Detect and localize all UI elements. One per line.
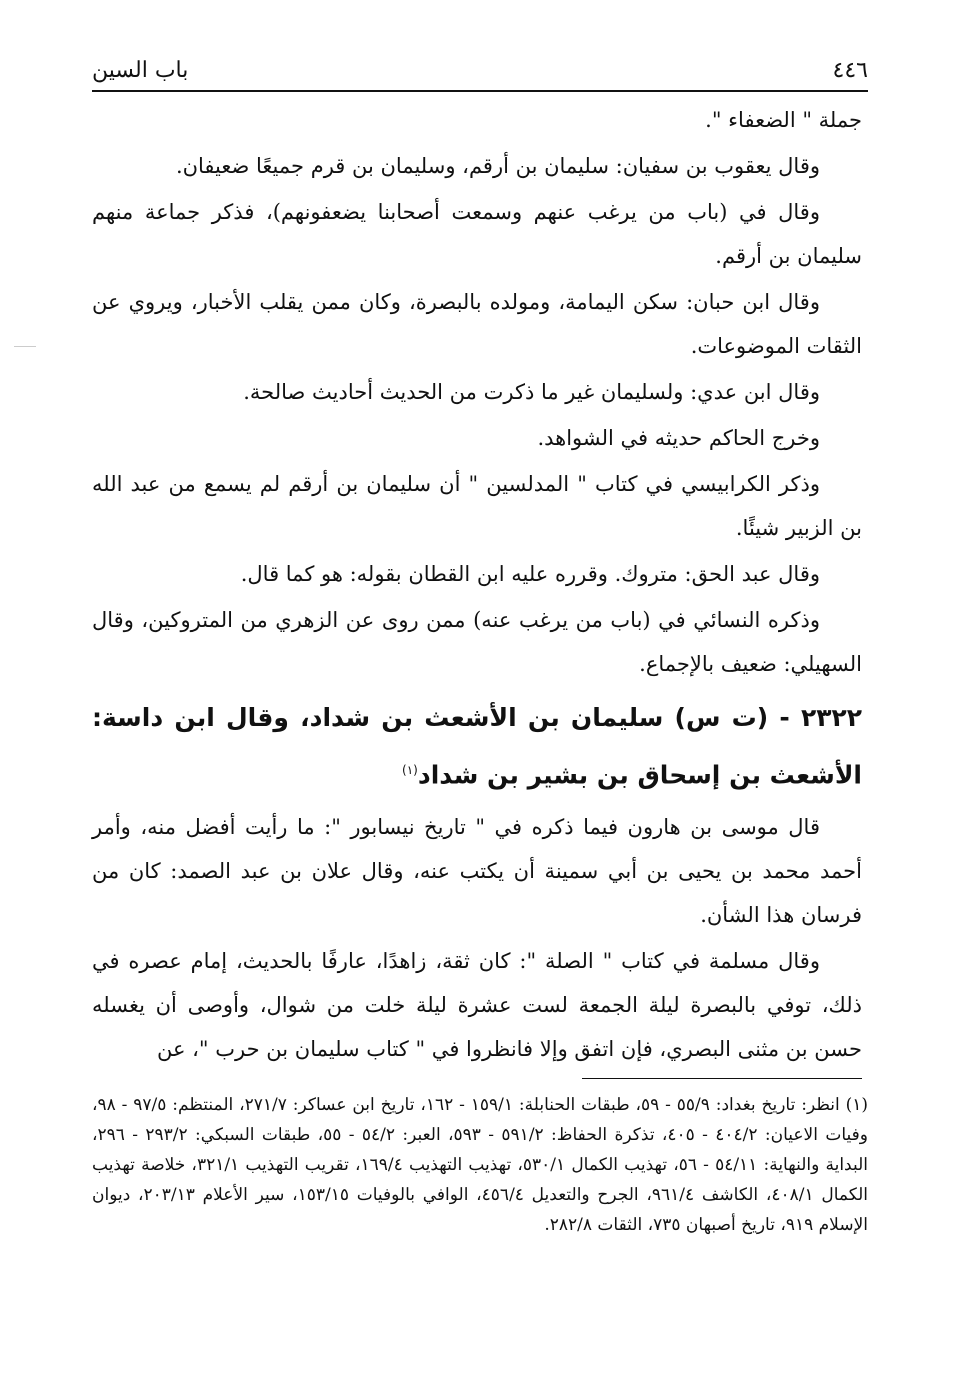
header-divider xyxy=(92,90,868,92)
paragraph: وقال مسلمة في كتاب " الصلة ": كان ثقة، زاهدًا، عارفًا بالحديث، إمام عصره في ذلك، توفي بالبصرة ليلة الجمعة لست عشرة ليلة خلت من شوال، وأوصى أن يغسله حسن بن مثنى البصري، فإن اتفق وإلا فانظروا في " كتاب سليمان بن حرب "، عن xyxy=(92,949,862,1062)
paragraph: وقال ابن حبان: سكن اليمامة، ومولده بالبصرة، وكان ممن يقلب الأخبار، ويروي عن الثقات الموضوعات. xyxy=(92,290,862,358)
footnote-text: انظر: تاريخ بغداد: ٥٥/٩ - ٥٩، طبقات الحنابلة: ١٥٩/١ - ١٦٢، تاريخ ابن عساكر: ٢٧١/٧، المنتظم: ٩٧/٥ - ٩٨، وفيات الاعيان: ٤٠٤/٢ - ٤٠٥، تذكرة الحفاظ: ٥٩١/٢ - ٥٩٣، العبر: ٥٤/٢ - ٥٥، طبقات السبكي: ٢٩٣/٢ - ٢٩٦، البداية والنهاية: ٥٤/١١ - ٥٦، تهذيب الكمال ٥٣٠/١، تهذيب التهذيب ١٦٩/٤، تقريب التهذيب ٣٢١/١، خلاصة تهذيب الكمال ٤٠٨/١، الكاشف ٩٦١/٤، الجرح والتعديل ٤٥٦/٤، الوافي بالوفيات ١٥٣/١٥، سير الأعلام ٢٠٣/١٣، ديوان الإسلام ٩١٩، تاريخ أصبهان ٧٣٥، الثقات ٢٨٢/٨. xyxy=(92,1095,869,1235)
paragraph: وقال يعقوب بن سفيان: سليمان بن أرقم، وسليمان بن قرم جميعًا ضعيفان. xyxy=(175,154,820,178)
page-number: ٤٤٦ xyxy=(832,57,868,83)
footnote-divider xyxy=(582,1078,862,1079)
scan-artifact-line xyxy=(14,346,36,347)
main-text xyxy=(92,98,862,1073)
paragraph: وذكره النسائي في (باب من يرغب عنه) ممن روى عن الزهري من المتروكين، وقال السهيلي: ضعيف بالإجماع. xyxy=(92,608,862,676)
page-header xyxy=(92,52,868,88)
entry-heading-text: ٢٣٢٢ - (ت س) سليمان بن الأشعث بن شداد، وقال ابن داسة: الأشعث بن إسحاق بن بشير بن شداد xyxy=(92,703,862,790)
footnote-marker: (١) xyxy=(845,1095,869,1115)
paragraph: وذكر الكرابيسي في كتاب " المدلسين " أن سليمان بن أرقم لم يسمع من عبد الله بن الزبير شيئًا. xyxy=(92,472,862,540)
paragraph: وقال عبد الحق: متروك. وقرره عليه ابن القطان بقوله: هو كما قال. xyxy=(240,562,820,586)
entry-heading xyxy=(92,692,862,801)
footnotes xyxy=(92,1090,868,1240)
paragraph: وقال ابن عدي: ولسليمان غير ما ذكرت من الحديث أحاديث صالحة. xyxy=(243,380,820,404)
footnote-1 xyxy=(92,1090,868,1240)
footnote-reference[interactable]: (١) xyxy=(402,763,418,777)
chapter-title: باب السين xyxy=(92,57,189,83)
paragraph: وخرج الحاكم حديثه في الشواهد. xyxy=(537,426,820,450)
paragraph: جملة " الضعفاء ". xyxy=(705,108,862,132)
paragraph: قال موسى بن هارون فيما ذكره في " تاريخ نيسابور ": ما رأيت أفضل منه، وأمر أحمد محمد بن يحيى بن أبي سمينة أن يكتب عنه، وقال علان بن عبد الصمد: كان من فرسان هذا الشأن. xyxy=(92,815,862,928)
paragraph: وقال في (باب من يرغب عنهم وسمعت أصحابنا يضعفونهم)، فذكر جماعة منهم سليمان بن أرقم. xyxy=(92,200,862,268)
